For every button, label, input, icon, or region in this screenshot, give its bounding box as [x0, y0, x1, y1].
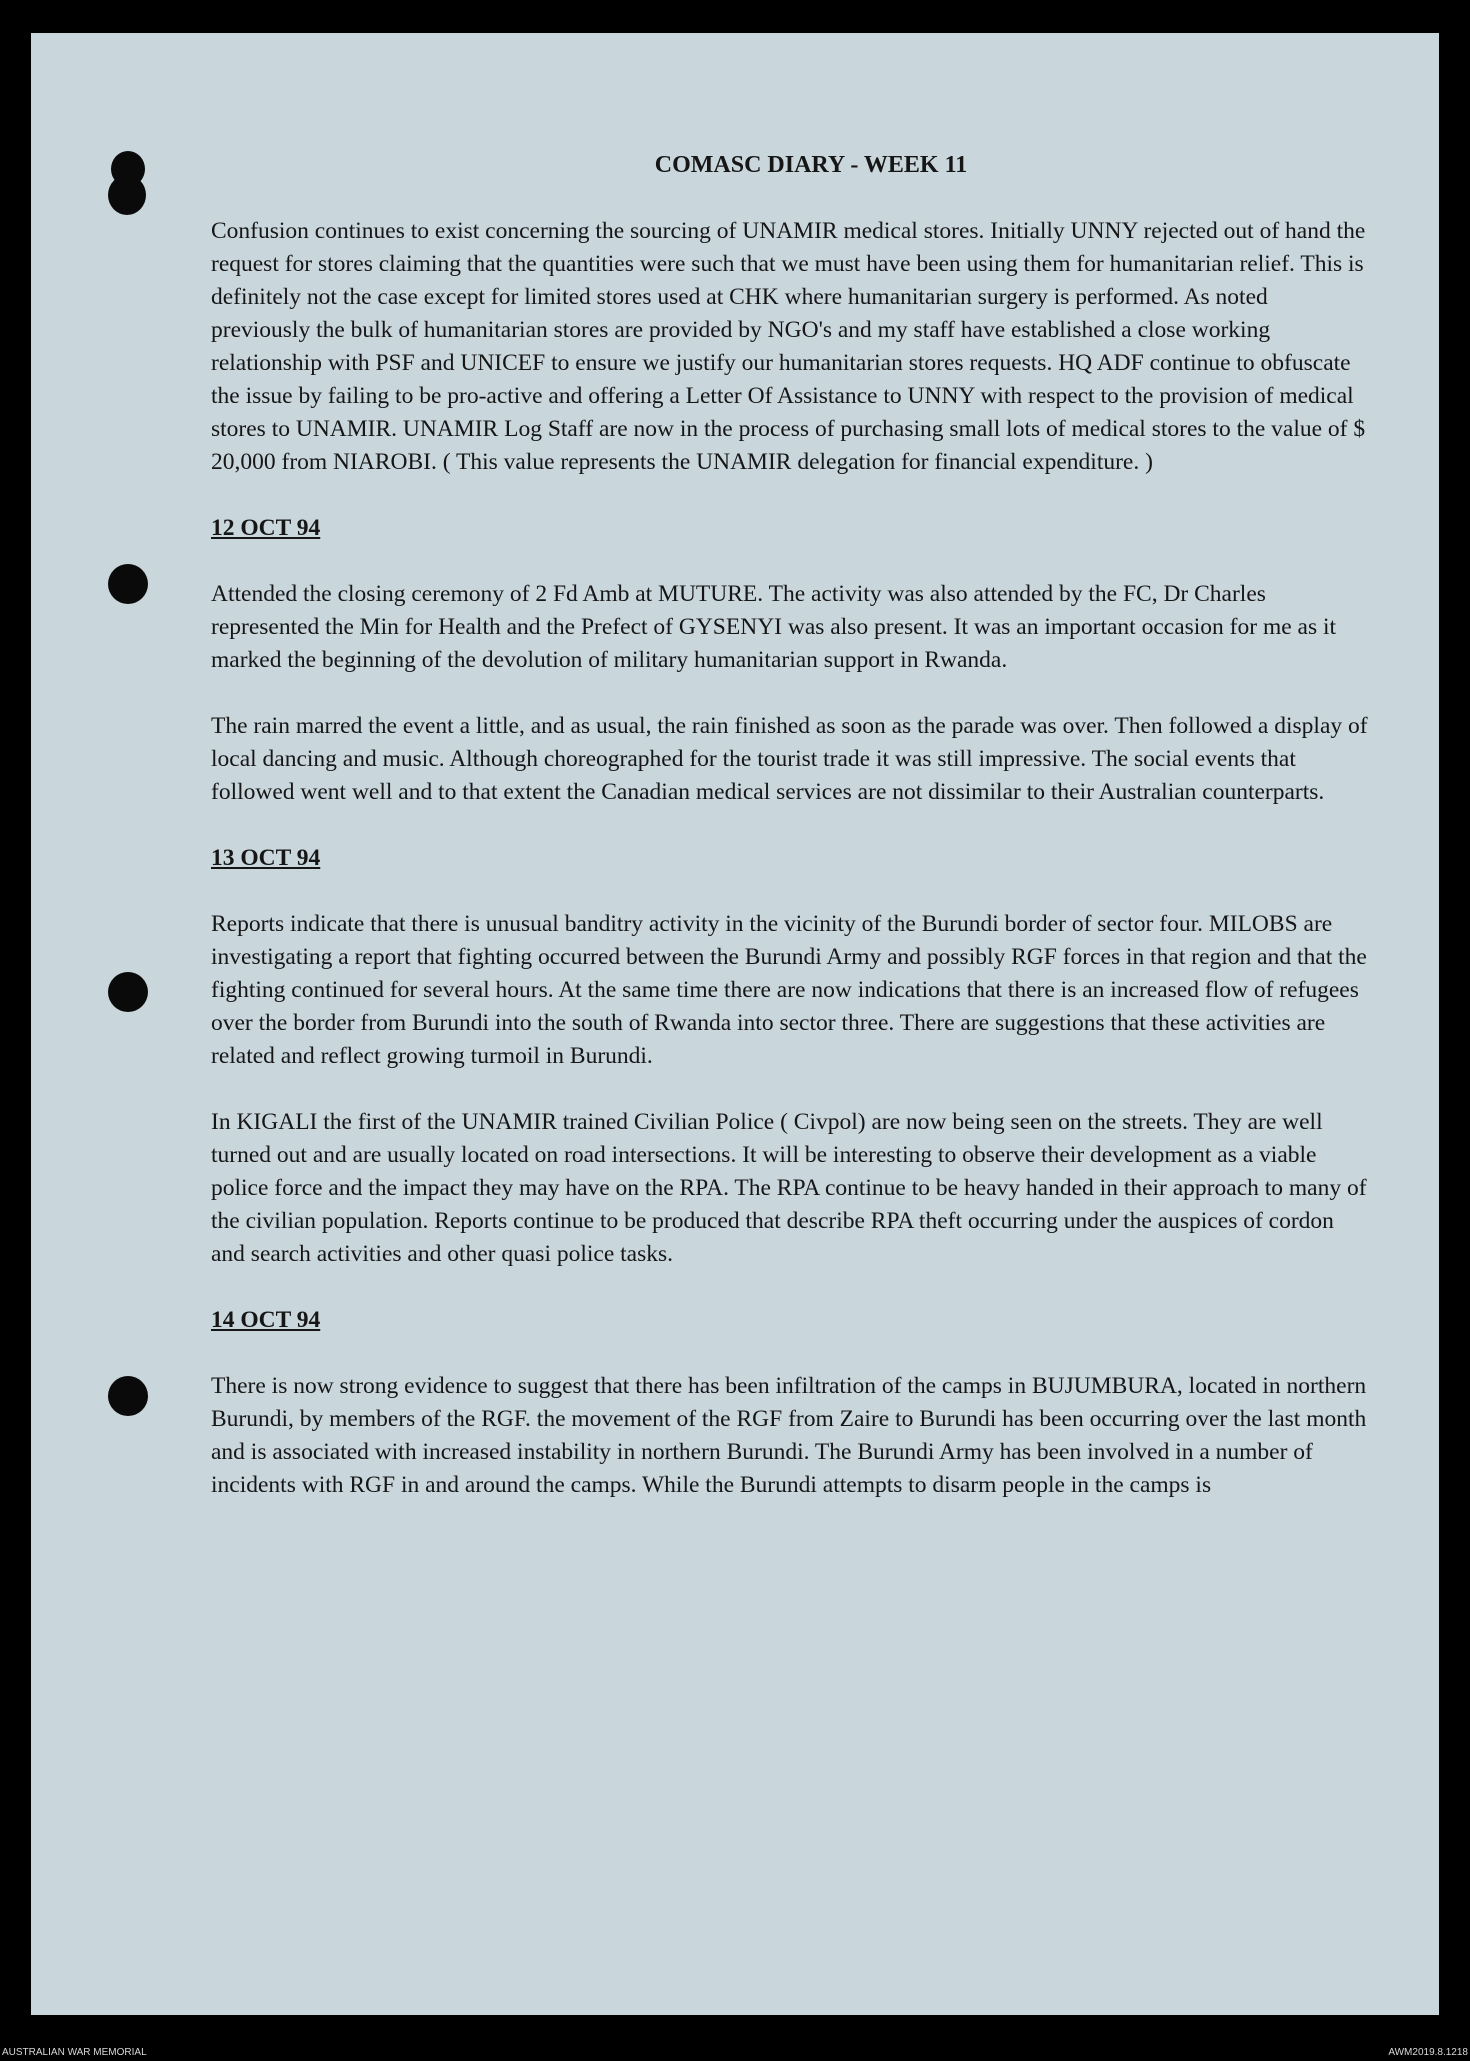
- binder-hole: [108, 175, 146, 215]
- document-title: COMASC DIARY - WEEK 11: [654, 152, 968, 178]
- entry-paragraph: The rain marred the event a little, and as usual, the rain finished as soon as the parade was over. Then followed a display of local dancing and music. Although choreographed for the tourist trade it was still impressive. The social events that followed went well and to that extent the Canadian medical services are not dissimilar to their Australian counterparts.: [211, 713, 1368, 805]
- entry-paragraph: In KIGALI the first of the UNAMIR trained Civilian Police ( Civpol) are now being seen on the streets. They are well turned out and are usually located on road intersections. It will be interesting to observe their development as a viable police force and the impact they may have on the RPA. The RPA continue to be heavy handed in their approach to many of the civilian population. Reports continue to be produced that describe RPA theft occurring under the auspices of cordon and search activities and other quasi police tasks.: [211, 1109, 1367, 1267]
- document-page: [31, 33, 1439, 2015]
- intro-paragraph: Confusion continues to exist concerning the sourcing of UNAMIR medical stores. Initially UNNY rejected out of hand the request for stores claiming that the quantities were such that we must have been using them for humanitarian relief. This is definitely not the case except for limited stores used at CHK where humanitarian surgery is performed. As noted previously the bulk of humanitarian stores are provided by NGO's and my staff have established a close working relationship with PSF and UNICEF to ensure we justify our humanitarian stores requests. HQ ADF continue to obfuscate the issue by failing to be pro-active and offering a Letter Of Assistance to UNNY with respect to the provision of medical stores to UNAMIR. UNAMIR Log Staff are now in the process of purchasing small lots of medical stores to the value of $ 20,000 from NIAROBI. ( This value represents the UNAMIR delegation for financial expenditure. ): [211, 218, 1366, 475]
- binder-hole: [108, 564, 148, 604]
- entry-date: 13 OCT 94: [211, 845, 321, 871]
- binder-hole: [108, 972, 148, 1012]
- archive-reference: AWM2019.8.1218: [1388, 2047, 1468, 2058]
- entry-paragraph: Reports indicate that there is unusual banditry activity in the vicinity of the Burundi border of sector four. MILOBS are investigating a report that fighting occurred between the Burundi Army and possibly RGF forces in that region and that the fighting continued for several hours. At the same time there are now indications that there is an increased flow of refugees over the border from Burundi into the south of Rwanda into sector three. There are suggestions that these activities are related and reflect growing turmoil in Burundi.: [211, 911, 1367, 1069]
- entry-paragraph: There is now strong evidence to suggest that there has been infiltration of the camps in BUJUMBURA, located in northern Burundi, by members of the RGF. the movement of the RGF from Zaire to Burundi has been occurring over the last month and is associated with increased instability in northern Burundi. The Burundi Army has been involved in a number of incidents with RGF in and around the camps. While the Burundi attempts to disarm people in the camps is: [211, 1373, 1367, 1498]
- archive-credit: AUSTRALIAN WAR MEMORIAL: [2, 2047, 147, 2058]
- entry-date: 12 OCT 94: [211, 515, 321, 541]
- entry-date: 14 OCT 94: [211, 1307, 321, 1333]
- document-body: [211, 149, 1371, 1535]
- entry-paragraph: Attended the closing ceremony of 2 Fd Amb at MUTURE. The activity was also attended by the FC, Dr Charles represented the Min for Health and the Prefect of GYSENYI was also present. It was an important occasion for me as it marked the beginning of the devolution of military humanitarian support in Rwanda.: [211, 581, 1337, 673]
- binder-hole: [108, 1376, 148, 1416]
